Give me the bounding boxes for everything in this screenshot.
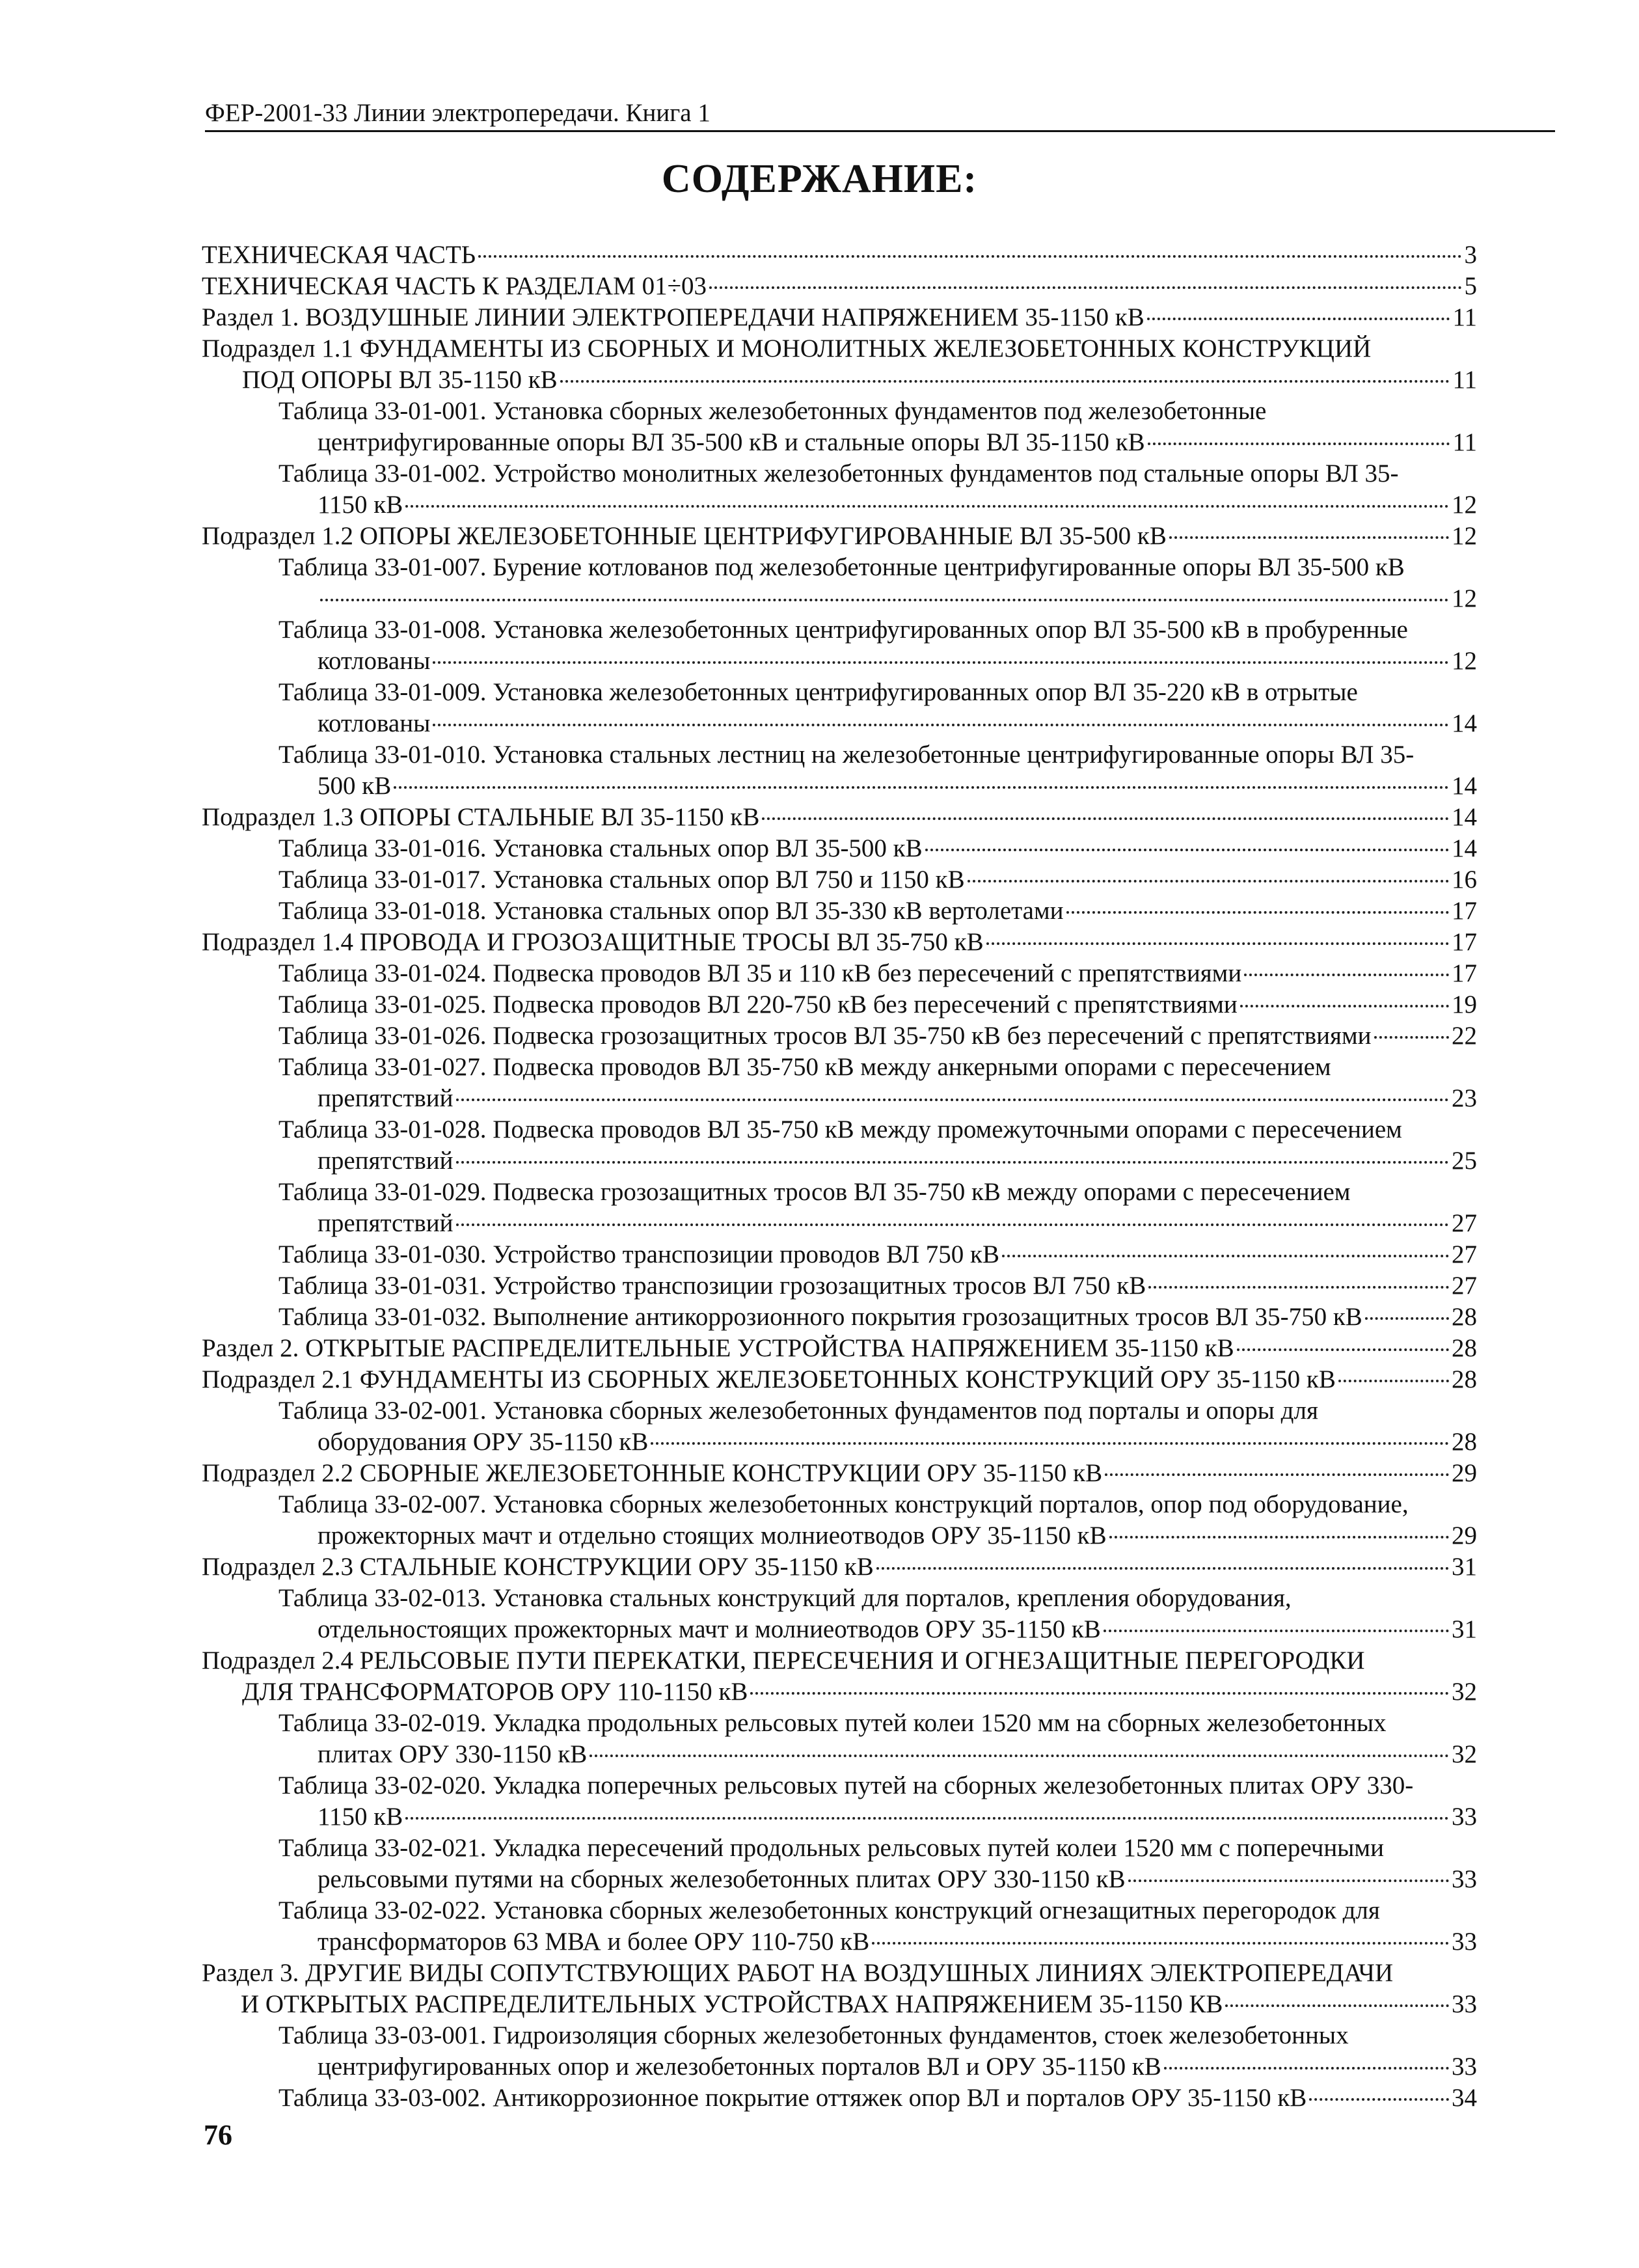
dot-leader: [1147, 318, 1450, 320]
toc-entry-text: Таблица 33-01-001. Установка сборных железобетонных фундаментов под железобетонные: [278, 397, 1267, 425]
toc-page-number: 27: [1452, 1272, 1477, 1300]
dot-leader: [651, 1442, 1449, 1445]
toc-entry: [202, 1958, 1477, 2020]
toc-entry: [202, 302, 1477, 333]
toc-page-number: 11: [1452, 303, 1477, 331]
toc-page-number: 28: [1452, 1334, 1477, 1362]
toc-entry: [202, 895, 1477, 927]
toc-page-number: 32: [1452, 1740, 1477, 1768]
dot-leader: [394, 786, 1449, 789]
dot-leader: [405, 505, 1449, 508]
toc-entry: [202, 2083, 1477, 2114]
toc-entry-text: Таблица 33-02-007. Установка сборных железобетонных конструкций порталов, опор под оборудование,: [278, 1490, 1409, 1518]
dot-leader: [589, 1755, 1449, 1757]
dot-leader: [762, 817, 1449, 820]
toc-page-number: 33: [1452, 1865, 1477, 1893]
dot-leader: [1148, 443, 1450, 445]
toc-entry: [202, 927, 1477, 958]
toc-page-number: 27: [1452, 1209, 1477, 1237]
toc-entry: [202, 1645, 1477, 1708]
dot-leader: [1105, 1473, 1449, 1476]
toc-page-number: 29: [1452, 1459, 1477, 1487]
toc-entry-text: Подраздел 2.3 СТАЛЬНЫЕ КОНСТРУКЦИИ ОРУ 35-1150 кВ: [202, 1553, 874, 1581]
dot-leader: [1365, 1317, 1449, 1320]
toc-entry-text: Таблица 33-01-024. Подвеска проводов ВЛ 35 и 110 кВ без пересечений с препятствиями: [278, 959, 1242, 987]
toc-page-number: 14: [1452, 772, 1477, 800]
toc-entry: [202, 614, 1477, 677]
toc-page-number: 27: [1452, 1240, 1477, 1268]
toc-page-number: 17: [1452, 897, 1477, 925]
toc-entry-text: Раздел 1. ВОЗДУШНЫЕ ЛИНИИ ЭЛЕКТРОПЕРЕДАЧИ НАПРЯЖЕНИЕМ 35-1150 кВ: [202, 303, 1145, 331]
toc-entry-text: Таблица 33-01-027. Подвеска проводов ВЛ 35-750 кВ между анкерными опорами с пересечением: [278, 1053, 1331, 1081]
dot-leader: [1240, 1005, 1449, 1007]
toc-entry: [202, 1833, 1477, 1895]
dot-leader: [1109, 1536, 1449, 1538]
toc-entry-text: Подраздел 2.2 СБОРНЫЕ ЖЕЛЕЗОБЕТОННЫЕ КОНСТРУКЦИИ ОРУ 35-1150 кВ: [202, 1459, 1103, 1487]
toc-entry: [202, 1708, 1477, 1770]
toc-entry-text: Таблица 33-02-019. Укладка продольных рельсовых путей колеи 1520 мм на сборных железобетонных: [278, 1709, 1387, 1737]
toc-entry: [202, 677, 1477, 739]
toc-entry-text: Подраздел 1.1 ФУНДАМЕНТЫ ИЗ СБОРНЫХ И МОНОЛИТНЫХ ЖЕЛЕЗОБЕТОННЫХ КОНСТРУКЦИЙ: [202, 335, 1372, 362]
toc-entry: [202, 1551, 1477, 1583]
toc-entry-text: Таблица 33-01-025. Подвеска проводов ВЛ 220-750 кВ без пересечений с препятствиями: [278, 991, 1238, 1018]
toc-page-number: 19: [1452, 991, 1477, 1018]
toc-page-number: 12: [1452, 522, 1477, 550]
toc-page-number: 11: [1452, 428, 1477, 456]
toc-entry-text: Таблица 33-01-030. Устройство транспозиции проводов ВЛ 750 кВ: [278, 1240, 1000, 1268]
toc-page-number: 12: [1452, 647, 1477, 675]
dot-leader: [1169, 536, 1449, 539]
dot-leader: [1338, 1380, 1449, 1382]
toc-entry-text: Таблица 33-02-013. Установка стальных конструкций для порталов, крепления оборудования,: [278, 1584, 1292, 1612]
toc-entry: [202, 958, 1477, 989]
toc-page-number: 16: [1452, 866, 1477, 894]
toc-entry: [202, 1770, 1477, 1833]
toc-entry-text: Таблица 33-02-021. Укладка пересечений продольных рельсовых путей колеи 1520 мм с поперечными: [278, 1834, 1384, 1862]
toc-entry-text: Таблица 33-01-017. Установка стальных опор ВЛ 750 и 1150 кВ: [278, 866, 965, 894]
toc-page-number: 14: [1452, 709, 1477, 737]
toc-entry: [202, 1020, 1477, 1052]
toc-page-number: 17: [1452, 928, 1477, 956]
toc-entry-text: препятствий: [318, 1209, 454, 1237]
toc-entry-text: Таблица 33-01-009. Установка железобетонных центрифугированных опор ВЛ 35-220 кВ в отрытые: [278, 678, 1358, 706]
toc-page-number: 28: [1452, 1303, 1477, 1331]
toc-page-number: 3: [1464, 241, 1477, 269]
dot-leader: [1225, 2004, 1449, 2007]
toc-entry: [202, 1270, 1477, 1302]
toc-entry: [202, 1458, 1477, 1489]
toc-entry-text: Таблица 33-01-007. Бурение котлованов под железобетонные центрифугированные опоры ВЛ 35-500 кВ: [278, 553, 1405, 581]
toc-page-number: 11: [1452, 366, 1477, 394]
toc-entry: [202, 1364, 1477, 1395]
dot-leader: [433, 724, 1449, 726]
dot-leader: [1237, 1348, 1449, 1351]
toc-entry-text: 500 кВ: [318, 772, 392, 800]
toc-entry-text: Таблица 33-01-029. Подвеска грозозащитных тросов ВЛ 35-750 кВ между опорами с пересечением: [278, 1178, 1351, 1206]
toc-entry: [202, 1489, 1477, 1551]
toc-entry-text: трансформаторов 63 МВА и более ОРУ 110-750 кВ: [318, 1928, 870, 1956]
toc-page-number: 14: [1452, 834, 1477, 862]
toc-page-number: 33: [1452, 1928, 1477, 1956]
page-number: 76: [204, 2119, 232, 2151]
dot-leader: [709, 286, 1462, 289]
dot-leader: [456, 1099, 1449, 1101]
dot-leader: [1244, 974, 1449, 976]
dot-leader: [1002, 1255, 1449, 1257]
toc-entry-text: препятствий: [318, 1084, 454, 1112]
toc-entry-text: 1150 кВ: [318, 491, 403, 519]
toc-page-number: 12: [1452, 491, 1477, 519]
toc-entry-text: Таблица 33-01-018. Установка стальных опор ВЛ 35-330 кВ вертолетами: [278, 897, 1064, 925]
dot-leader: [872, 1942, 1449, 1945]
toc-entry-text: центрифугированных опор и железобетонных порталов ВЛ и ОРУ 35-1150 кВ: [318, 2053, 1161, 2081]
dot-leader: [1164, 2067, 1449, 2070]
toc-page-number: 33: [1452, 2053, 1477, 2081]
dot-leader: [1148, 1286, 1449, 1289]
toc-page-number: 34: [1452, 2084, 1477, 2112]
toc-entry-text: Подраздел 1.2 ОПОРЫ ЖЕЛЕЗОБЕТОННЫЕ ЦЕНТРИФУГИРОВАННЫЕ ВЛ 35-500 кВ: [202, 522, 1167, 550]
toc-entry: [202, 1583, 1477, 1645]
table-of-contents: [202, 239, 1477, 2114]
toc-page-number: 23: [1452, 1084, 1477, 1112]
toc-page-number: 14: [1452, 803, 1477, 831]
toc-entry: [202, 396, 1477, 458]
toc-page-number: 22: [1452, 1022, 1477, 1050]
toc-entry: [202, 1395, 1477, 1458]
toc-entry-text: Таблица 33-01-032. Выполнение антикоррозионного покрытия грозозащитных тросов ВЛ 35-750 кВ: [278, 1303, 1362, 1331]
dot-leader: [456, 1161, 1449, 1164]
toc-entry-text: Раздел 2. ОТКРЫТЫЕ РАСПРЕДЕЛИТЕЛЬНЫЕ УСТРОЙСТВА НАПРЯЖЕНИЕМ 35-1150 кВ: [202, 1334, 1234, 1362]
toc-page-number: 33: [1452, 1990, 1477, 2018]
toc-entry: [202, 2020, 1477, 2083]
running-header: ФЕР-2001-33 Линии электропередачи. Книга 1: [205, 98, 1555, 132]
toc-entry-text: ПОД ОПОРЫ ВЛ 35-1150 кВ: [242, 366, 558, 394]
dot-leader: [1374, 1036, 1450, 1039]
toc-entry-text: Таблица 33-01-031. Устройство транспозиции грозозащитных тросов ВЛ 750 кВ: [278, 1272, 1146, 1300]
toc-entry-text: 1150 кВ: [318, 1803, 403, 1831]
toc-entry-text: оборудования ОРУ 35-1150 кВ: [318, 1428, 649, 1456]
toc-entry: [202, 802, 1477, 833]
toc-entry-text: Таблица 33-02-020. Укладка поперечных рельсовых путей на сборных железобетонных плитах ОРУ 330-: [278, 1771, 1414, 1799]
toc-entry: [202, 739, 1477, 802]
dot-leader: [925, 849, 1449, 851]
toc-page-number: 5: [1464, 272, 1477, 300]
toc-entry-text: Таблица 33-02-001. Установка сборных железобетонных фундаментов под порталы и опоры для: [278, 1397, 1318, 1425]
toc-entry-text: Раздел 3. ДРУГИЕ ВИДЫ СОПУТСТВУЮЩИХ РАБОТ НА ВОЗДУШНЫХ ЛИНИЯХ ЭЛЕКТРОПЕРЕДАЧИ: [202, 1959, 1394, 1987]
dot-leader: [986, 942, 1449, 945]
toc-entry-text: Подраздел 1.3 ОПОРЫ СТАЛЬНЫЕ ВЛ 35-1150 кВ: [202, 803, 760, 831]
toc-entry-text: котлованы: [318, 709, 431, 737]
dot-leader: [456, 1223, 1449, 1226]
toc-entry-text: И ОТКРЫТЫХ РАСПРЕДЕЛИТЕЛЬНЫХ УСТРОЙСТВАХ НАПРЯЖЕНИЕМ 35-1150 КВ: [241, 1990, 1223, 2018]
toc-entry-text: котлованы: [318, 647, 431, 675]
toc-entry: [202, 1895, 1477, 1958]
toc-entry-text: Таблица 33-03-002. Антикоррозионное покрытие оттяжек опор ВЛ и порталов ОРУ 35-1150 кВ: [278, 2084, 1307, 2112]
toc-entry: [202, 239, 1477, 271]
dot-leader: [1309, 2098, 1449, 2101]
toc-entry: [202, 1302, 1477, 1333]
toc-entry-text: отдельностоящих прожекторных мачт и молниеотводов ОРУ 35-1150 кВ: [318, 1615, 1101, 1643]
toc-entry-text: прожекторных мачт и отдельно стоящих молниеотводов ОРУ 35-1150 кВ: [318, 1522, 1107, 1550]
toc-entry-text: Таблица 33-01-026. Подвеска грозозащитных тросов ВЛ 35-750 кВ без пересечений с препятствиями: [278, 1022, 1372, 1050]
toc-entry-text: Подраздел 2.4 РЕЛЬСОВЫЕ ПУТИ ПЕРЕКАТКИ, ПЕРЕСЕЧЕНИЯ И ОГНЕЗАЩИТНЫЕ ПЕРЕГОРОДКИ: [202, 1646, 1365, 1674]
toc-entry: [202, 333, 1477, 396]
toc-page-number: 17: [1452, 959, 1477, 987]
toc-page-number: 28: [1452, 1365, 1477, 1393]
toc-entry-text: Таблица 33-03-001. Гидроизоляция сборных железобетонных фундаментов, стоек железобетонных: [278, 2021, 1349, 2049]
toc-entry-text: препятствий: [318, 1147, 454, 1175]
toc-page-number: 28: [1452, 1428, 1477, 1456]
toc-page-number: 31: [1452, 1615, 1477, 1643]
dot-leader: [968, 880, 1449, 882]
toc-page-number: 25: [1452, 1147, 1477, 1175]
toc-entry: [202, 833, 1477, 864]
toc-page-number: 31: [1452, 1553, 1477, 1581]
dot-leader: [876, 1567, 1449, 1570]
dot-leader: [1128, 1879, 1449, 1882]
toc-entry: [202, 1177, 1477, 1239]
dot-leader: [405, 1817, 1449, 1820]
dot-leader: [750, 1692, 1449, 1695]
dot-leader: [560, 380, 1450, 383]
toc-entry-text: Подраздел 2.1 ФУНДАМЕНТЫ ИЗ СБОРНЫХ ЖЕЛЕЗОБЕТОННЫХ КОНСТРУКЦИЙ ОРУ 35-1150 кВ: [202, 1365, 1336, 1393]
toc-page-number: 32: [1452, 1678, 1477, 1706]
toc-entry-text: Таблица 33-01-028. Подвеска проводов ВЛ 35-750 кВ между промежуточными опорами с пересечением: [278, 1115, 1402, 1143]
toc-entry-text: ТЕХНИЧЕСКАЯ ЧАСТЬ: [202, 241, 476, 269]
toc-entry-text: Таблица 33-01-010. Установка стальных лестниц на железобетонные центрифугированные опоры ВЛ 35-: [278, 741, 1415, 769]
toc-entry-text: плитах ОРУ 330-1150 кВ: [318, 1740, 588, 1768]
toc-entry: [202, 989, 1477, 1020]
toc-entry-text: рельсовыми путями на сборных железобетонных плитах ОРУ 330-1150 кВ: [318, 1865, 1126, 1893]
dot-leader: [478, 255, 1461, 258]
toc-entry-text: центрифугированные опоры ВЛ 35-500 кВ и стальные опоры ВЛ 35-1150 кВ: [318, 428, 1145, 456]
toc-entry-text: Подраздел 1.4 ПРОВОДА И ГРОЗОЗАЩИТНЫЕ ТРОСЫ ВЛ 35-750 кВ: [202, 928, 984, 956]
page-title: СОДЕРЖАНИЕ:: [661, 157, 978, 201]
dot-leader: [1066, 911, 1449, 914]
toc-entry: [202, 271, 1477, 302]
toc-entry-text: Таблица 33-01-002. Устройство монолитных железобетонных фундаментов под стальные опоры ВЛ 35-: [278, 459, 1399, 487]
toc-entry-text: Таблица 33-02-022. Установка сборных железобетонных конструкций огнезащитных перегородок для: [278, 1896, 1380, 1924]
toc-entry: [202, 1239, 1477, 1270]
toc-page-number: 33: [1452, 1803, 1477, 1831]
toc-entry-text: Таблица 33-01-016. Установка стальных опор ВЛ 35-500 кВ: [278, 834, 923, 862]
toc-entry: [202, 1333, 1477, 1364]
toc-page-number: 29: [1452, 1522, 1477, 1550]
toc-entry: [202, 458, 1477, 521]
toc-entry-text: ТЕХНИЧЕСКАЯ ЧАСТЬ К РАЗДЕЛАМ 01÷03: [202, 272, 707, 300]
dot-leader: [433, 661, 1449, 664]
toc-page-number: 12: [1452, 584, 1477, 612]
toc-entry: [202, 521, 1477, 552]
toc-entry-text: ДЛЯ ТРАНСФОРМАТОРОВ ОРУ 110-1150 кВ: [242, 1678, 748, 1706]
dot-leader: [1104, 1630, 1449, 1632]
toc-entry: [202, 864, 1477, 895]
toc-entry: [202, 552, 1477, 614]
toc-entry-text: Таблица 33-01-008. Установка железобетонных центрифугированных опор ВЛ 35-500 кВ в пробуренные: [278, 616, 1408, 644]
toc-entry: [202, 1114, 1477, 1177]
toc-entry: [202, 1052, 1477, 1114]
dot-leader: [320, 599, 1449, 601]
